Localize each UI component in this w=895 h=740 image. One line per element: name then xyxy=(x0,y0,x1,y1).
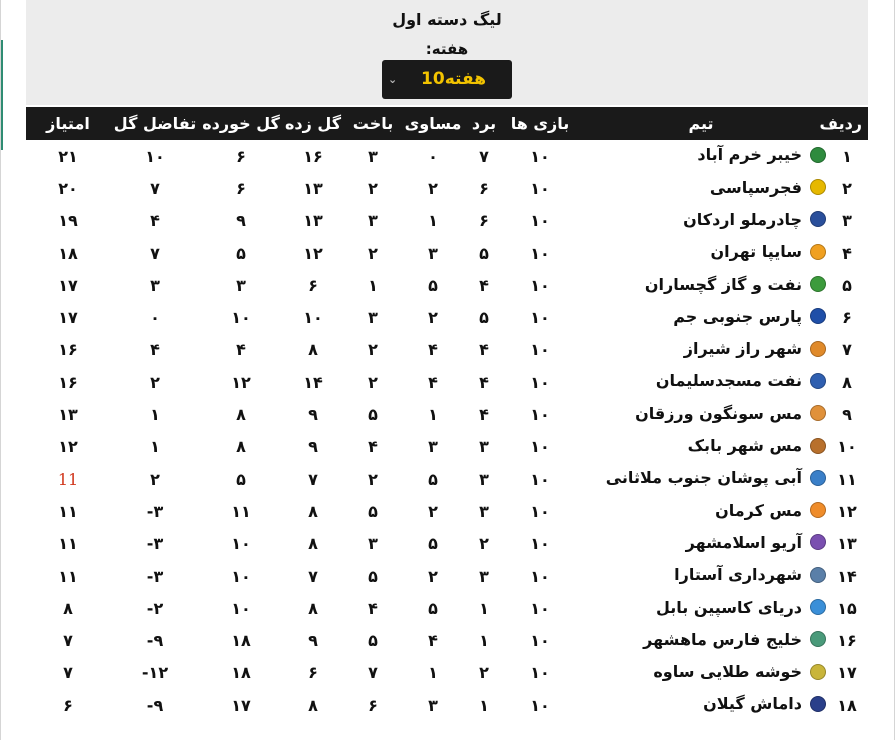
team-cell xyxy=(576,140,826,172)
goal-diff-cell: ۲ xyxy=(150,372,160,392)
points-cell: ۱۲ xyxy=(58,437,78,457)
won-cell: ۲ xyxy=(479,663,489,683)
lost-cell: ۲ xyxy=(368,372,378,392)
drawn-cell: ۲ xyxy=(428,308,438,328)
lost-cell: ۲ xyxy=(368,469,378,489)
team-logo-icon xyxy=(810,211,826,227)
drawn-cell: ۵ xyxy=(428,275,438,295)
team-name: مس شهر بابک xyxy=(687,436,802,456)
played-cell: ۱۰ xyxy=(530,243,550,263)
points-cell: ۱۱ xyxy=(58,501,78,521)
won-cell: ۱ xyxy=(479,598,489,618)
team-logo-icon xyxy=(810,405,826,421)
goals-against-cell: ۱۰ xyxy=(231,566,251,586)
table-header-row xyxy=(26,107,868,140)
rank-cell: ۱۶ xyxy=(837,631,857,651)
team-wrap xyxy=(643,630,826,649)
league-title: لیگ دسته اول xyxy=(392,10,502,29)
goals-for-cell: ۱۶ xyxy=(303,146,323,166)
goal-diff-cell: ۷ xyxy=(150,178,160,198)
team-wrap xyxy=(673,307,826,326)
lost-cell: ۴ xyxy=(368,598,378,618)
goal-diff-cell: ۱۰ xyxy=(145,146,165,166)
lost-cell: ۲ xyxy=(368,243,378,263)
points-cell: ۱۳ xyxy=(58,405,78,425)
table-row xyxy=(26,592,868,624)
goal-diff-cell: ۳- xyxy=(146,534,164,554)
won-cell: ۲ xyxy=(479,534,489,554)
drawn-cell: ۴ xyxy=(428,372,438,392)
team-wrap xyxy=(674,565,826,584)
goals-against-cell: ۱۰ xyxy=(231,308,251,328)
team-name: خلیج فارس ماهشهر xyxy=(643,629,802,649)
team-name: نفت و گاز گچساران xyxy=(644,274,802,294)
goal-diff-cell: ۳- xyxy=(146,501,164,521)
goals-for-cell: ۷ xyxy=(308,566,318,586)
table-row xyxy=(26,689,868,721)
team-wrap xyxy=(710,242,826,261)
points-cell: ۶ xyxy=(63,695,73,715)
goals-against-cell: ۸ xyxy=(236,405,246,425)
goal-diff-cell: ۱ xyxy=(150,405,160,425)
team-logo-icon xyxy=(810,341,826,357)
table-row xyxy=(26,237,868,269)
drawn-cell: ۳ xyxy=(428,437,438,457)
team-logo-icon xyxy=(810,696,826,712)
col-points: امتیاز xyxy=(46,114,90,133)
goals-for-cell: ۸ xyxy=(308,534,318,554)
won-cell: ۱ xyxy=(479,695,489,715)
goals-for-cell: ۹ xyxy=(308,631,318,651)
table-row xyxy=(26,205,868,237)
table-row xyxy=(26,495,868,527)
lost-cell: ۳ xyxy=(368,534,378,554)
played-cell: ۱۰ xyxy=(530,340,550,360)
team-logo-icon xyxy=(810,147,826,163)
team-name: نفت مسجدسلیمان xyxy=(655,371,802,391)
goals-against-cell: ۱۱ xyxy=(231,501,251,521)
goal-diff-cell: ۹- xyxy=(146,695,164,715)
team-cell xyxy=(576,269,826,301)
points-cell: ۲۱ xyxy=(58,146,78,166)
lost-cell: ۳ xyxy=(368,211,378,231)
team-wrap xyxy=(686,533,826,552)
goal-diff-cell: ۲- xyxy=(146,598,164,618)
played-cell: ۱۰ xyxy=(530,275,550,295)
goals-for-cell: ۱۲ xyxy=(303,243,323,263)
col-team: تیم xyxy=(688,114,714,133)
goals-against-cell: ۴ xyxy=(236,340,246,360)
rank-cell: ۱۰ xyxy=(837,437,857,457)
team-logo-icon xyxy=(810,276,826,292)
week-select-value: هفته10 xyxy=(421,69,486,89)
drawn-cell: ۱ xyxy=(428,663,438,683)
team-cell xyxy=(576,592,826,624)
team-logo-icon xyxy=(810,244,826,260)
drawn-cell: ۳ xyxy=(428,695,438,715)
team-name: پارس جنوبی جم xyxy=(673,306,802,326)
goals-against-cell: ۱۰ xyxy=(231,598,251,618)
rank-cell: ۱ xyxy=(842,146,852,166)
points-cell: ۲۰ xyxy=(58,178,78,198)
goals-for-cell: ۶ xyxy=(308,275,318,295)
team-name: آبی پوشان جنوب ملاثانی xyxy=(605,468,802,488)
team-logo-icon xyxy=(810,599,826,615)
lost-cell: ۴ xyxy=(368,437,378,457)
lost-cell: ۳ xyxy=(368,308,378,328)
team-name: فجرسپاسی xyxy=(709,177,802,197)
team-logo-icon xyxy=(810,664,826,680)
points-cell: ۱۹ xyxy=(58,211,78,231)
won-cell: ۴ xyxy=(479,340,489,360)
team-cell xyxy=(576,334,826,366)
goals-against-cell: ۶ xyxy=(236,146,246,166)
goal-diff-cell: ۳- xyxy=(146,566,164,586)
goal-diff-cell: ۱ xyxy=(150,437,160,457)
table-row xyxy=(26,528,868,560)
team-wrap xyxy=(697,145,826,164)
team-logo-icon xyxy=(810,567,826,583)
played-cell: ۱۰ xyxy=(530,663,550,683)
won-cell: ۳ xyxy=(479,501,489,521)
team-wrap xyxy=(635,404,826,423)
team-wrap xyxy=(715,501,826,520)
lost-cell: ۷ xyxy=(368,663,378,683)
standings-table xyxy=(26,107,868,721)
col-won: برد xyxy=(471,114,497,133)
goals-for-cell: ۸ xyxy=(308,695,318,715)
col-drawn: مساوی xyxy=(404,114,462,133)
points-cell: ۱۷ xyxy=(58,275,78,295)
goals-against-cell: ۱۲ xyxy=(231,372,251,392)
col-goals-against: گل خورده xyxy=(202,114,280,133)
team-name: آریو اسلامشهر xyxy=(685,532,802,552)
won-cell: ۳ xyxy=(479,566,489,586)
played-cell: ۱۰ xyxy=(530,437,550,457)
rank-cell: ۱۲ xyxy=(837,501,857,521)
team-cell xyxy=(576,398,826,430)
goals-for-cell: ۸ xyxy=(308,340,318,360)
rank-cell: ۱۳ xyxy=(837,534,857,554)
col-rank: ردیف xyxy=(819,114,862,133)
won-cell: ۴ xyxy=(479,372,489,392)
team-cell xyxy=(576,366,826,398)
rank-cell: ۹ xyxy=(842,405,852,425)
team-name: داماش گیلان xyxy=(703,694,802,714)
points-cell: ۸ xyxy=(63,598,73,618)
drawn-cell: ۴ xyxy=(428,340,438,360)
won-cell: ۵ xyxy=(479,243,489,263)
goals-for-cell: ۶ xyxy=(308,663,318,683)
team-wrap xyxy=(684,339,826,358)
goals-for-cell: ۱۴ xyxy=(303,372,323,392)
goals-against-cell: ۶ xyxy=(236,178,246,198)
goals-against-cell: ۱۸ xyxy=(231,663,251,683)
team-name: خوشه طلایی ساوه xyxy=(653,662,802,682)
points-cell: ۱۶ xyxy=(58,340,78,360)
table-row xyxy=(26,172,868,204)
team-wrap xyxy=(656,598,826,617)
team-wrap xyxy=(653,662,826,681)
points-cell: ۷ xyxy=(63,663,73,683)
points-cell: ۷ xyxy=(63,631,73,651)
team-name: شهر راز شیراز xyxy=(683,339,802,359)
played-cell: ۱۰ xyxy=(530,598,550,618)
table-row xyxy=(26,269,868,301)
won-cell: ۴ xyxy=(479,405,489,425)
rank-cell: ۳ xyxy=(842,211,852,231)
played-cell: ۱۰ xyxy=(530,501,550,521)
goal-diff-cell: ۹- xyxy=(146,631,164,651)
won-cell: ۶ xyxy=(479,178,489,198)
goals-against-cell: ۵ xyxy=(236,243,246,263)
team-cell xyxy=(576,237,826,269)
goals-against-cell: ۸ xyxy=(236,437,246,457)
goals-against-cell: ۵ xyxy=(236,469,246,489)
goal-diff-cell: ۲ xyxy=(150,469,160,489)
team-cell xyxy=(576,463,826,495)
team-name: چادرملو اردکان xyxy=(683,209,802,229)
won-cell: ۷ xyxy=(479,146,489,166)
points-cell: ۱۱ xyxy=(58,534,78,554)
team-cell xyxy=(576,301,826,333)
team-name: دریای کاسپین بابل xyxy=(655,597,802,617)
won-cell: ۱ xyxy=(479,631,489,651)
league-header xyxy=(26,0,868,105)
goals-against-cell: ۹ xyxy=(236,211,246,231)
team-name: شهرداری آستارا xyxy=(674,565,802,585)
team-wrap xyxy=(710,178,826,197)
team-cell xyxy=(576,205,826,237)
col-played: بازی ها xyxy=(510,114,570,133)
table-row xyxy=(26,657,868,689)
won-cell: ۵ xyxy=(479,308,489,328)
drawn-cell: ۵ xyxy=(428,469,438,489)
table-row xyxy=(26,398,868,430)
team-logo-icon xyxy=(810,631,826,647)
played-cell: ۱۰ xyxy=(530,566,550,586)
lost-cell: ۵ xyxy=(368,566,378,586)
played-cell: ۱۰ xyxy=(530,405,550,425)
rank-cell: ۲ xyxy=(842,178,852,198)
lost-cell: ۳ xyxy=(368,146,378,166)
played-cell: ۱۰ xyxy=(530,211,550,231)
team-cell xyxy=(576,431,826,463)
goal-diff-cell: ۴ xyxy=(150,211,160,231)
played-cell: ۱۰ xyxy=(530,308,550,328)
team-logo-icon xyxy=(810,502,826,518)
lost-cell: ۵ xyxy=(368,405,378,425)
team-name: مس سونگون ورزقان xyxy=(635,403,802,423)
drawn-cell: ۵ xyxy=(428,598,438,618)
drawn-cell: ۰ xyxy=(428,146,438,166)
team-name: مس کرمان xyxy=(715,500,802,520)
goal-diff-cell: ۱۲- xyxy=(141,663,169,683)
played-cell: ۱۰ xyxy=(530,631,550,651)
table-row xyxy=(26,463,868,495)
lost-cell: ۶ xyxy=(368,695,378,715)
lost-cell: ۱ xyxy=(368,275,378,295)
team-logo-icon xyxy=(810,179,826,195)
played-cell: ۱۰ xyxy=(530,178,550,198)
points-cell: ۱۶ xyxy=(58,372,78,392)
rank-cell: ۱۸ xyxy=(837,695,857,715)
goals-for-cell: ۱۳ xyxy=(303,178,323,198)
team-cell xyxy=(576,689,826,721)
table-row xyxy=(26,366,868,398)
drawn-cell: ۱ xyxy=(428,405,438,425)
drawn-cell: ۳ xyxy=(428,243,438,263)
goals-for-cell: ۱۳ xyxy=(303,211,323,231)
points-cell: 11 xyxy=(57,469,79,489)
played-cell: ۱۰ xyxy=(530,534,550,554)
goal-diff-cell: ۳ xyxy=(150,275,160,295)
team-logo-icon xyxy=(810,373,826,389)
team-cell xyxy=(576,495,826,527)
won-cell: ۳ xyxy=(479,469,489,489)
team-name: خیبر خرم آباد xyxy=(697,145,802,165)
table-row xyxy=(26,301,868,333)
team-cell xyxy=(576,657,826,689)
goals-against-cell: ۱۷ xyxy=(231,695,251,715)
col-lost: باخت xyxy=(352,114,394,133)
goals-for-cell: ۹ xyxy=(308,437,318,457)
goals-for-cell: ۹ xyxy=(308,405,318,425)
team-wrap xyxy=(688,436,826,455)
goal-diff-cell: ۰ xyxy=(150,308,160,328)
lost-cell: ۲ xyxy=(368,340,378,360)
drawn-cell: ۵ xyxy=(428,534,438,554)
rank-cell: ۱۱ xyxy=(837,469,857,489)
table-row xyxy=(26,140,868,172)
drawn-cell: ۲ xyxy=(428,501,438,521)
goal-diff-cell: ۷ xyxy=(150,243,160,263)
week-select[interactable] xyxy=(382,60,512,99)
drawn-cell: ۲ xyxy=(428,178,438,198)
team-name: سایپا تهران xyxy=(710,242,802,262)
col-goals-for: گل زده xyxy=(284,114,342,133)
won-cell: ۴ xyxy=(479,275,489,295)
week-label: هفته: xyxy=(425,40,469,58)
goals-for-cell: ۷ xyxy=(308,469,318,489)
table-row xyxy=(26,560,868,592)
col-goal-diff: تفاضل گل xyxy=(113,114,197,133)
played-cell: ۱۰ xyxy=(530,469,550,489)
rank-cell: ۸ xyxy=(842,372,852,392)
goals-for-cell: ۸ xyxy=(308,501,318,521)
points-cell: ۱۸ xyxy=(58,243,78,263)
rank-cell: ۱۴ xyxy=(837,566,857,586)
team-wrap xyxy=(683,210,826,229)
goals-for-cell: ۸ xyxy=(308,598,318,618)
lost-cell: ۵ xyxy=(368,501,378,521)
team-logo-icon xyxy=(810,308,826,324)
goals-against-cell: ۳ xyxy=(236,275,246,295)
drawn-cell: ۴ xyxy=(428,631,438,651)
rank-cell: ۷ xyxy=(842,340,852,360)
played-cell: ۱۰ xyxy=(530,372,550,392)
team-logo-icon xyxy=(810,438,826,454)
points-cell: ۱۱ xyxy=(58,566,78,586)
lost-cell: ۵ xyxy=(368,631,378,651)
lost-cell: ۲ xyxy=(368,178,378,198)
goals-for-cell: ۱۰ xyxy=(303,308,323,328)
team-wrap xyxy=(703,694,826,713)
table-row xyxy=(26,334,868,366)
rank-cell: ۴ xyxy=(842,243,852,263)
goal-diff-cell: ۴ xyxy=(150,340,160,360)
team-logo-icon xyxy=(810,534,826,550)
rank-cell: ۱۵ xyxy=(837,598,857,618)
drawn-cell: ۱ xyxy=(428,211,438,231)
rank-cell: ۶ xyxy=(842,308,852,328)
drawn-cell: ۲ xyxy=(428,566,438,586)
goals-against-cell: ۱۰ xyxy=(231,534,251,554)
team-cell xyxy=(576,560,826,592)
chevron-down-icon: ⌄ xyxy=(388,73,398,86)
played-cell: ۱۰ xyxy=(530,695,550,715)
team-wrap xyxy=(606,468,826,487)
team-cell xyxy=(576,624,826,656)
rank-cell: ۵ xyxy=(842,275,852,295)
goals-against-cell: ۱۸ xyxy=(231,631,251,651)
points-cell: ۱۷ xyxy=(58,308,78,328)
played-cell: ۱۰ xyxy=(530,146,550,166)
team-wrap xyxy=(645,275,826,294)
team-wrap xyxy=(656,371,826,390)
won-cell: ۶ xyxy=(479,211,489,231)
team-logo-icon xyxy=(810,470,826,486)
rank-cell: ۱۷ xyxy=(837,663,857,683)
team-cell xyxy=(576,172,826,204)
table-row xyxy=(26,624,868,656)
won-cell: ۳ xyxy=(479,437,489,457)
team-cell xyxy=(576,528,826,560)
table-row xyxy=(26,431,868,463)
